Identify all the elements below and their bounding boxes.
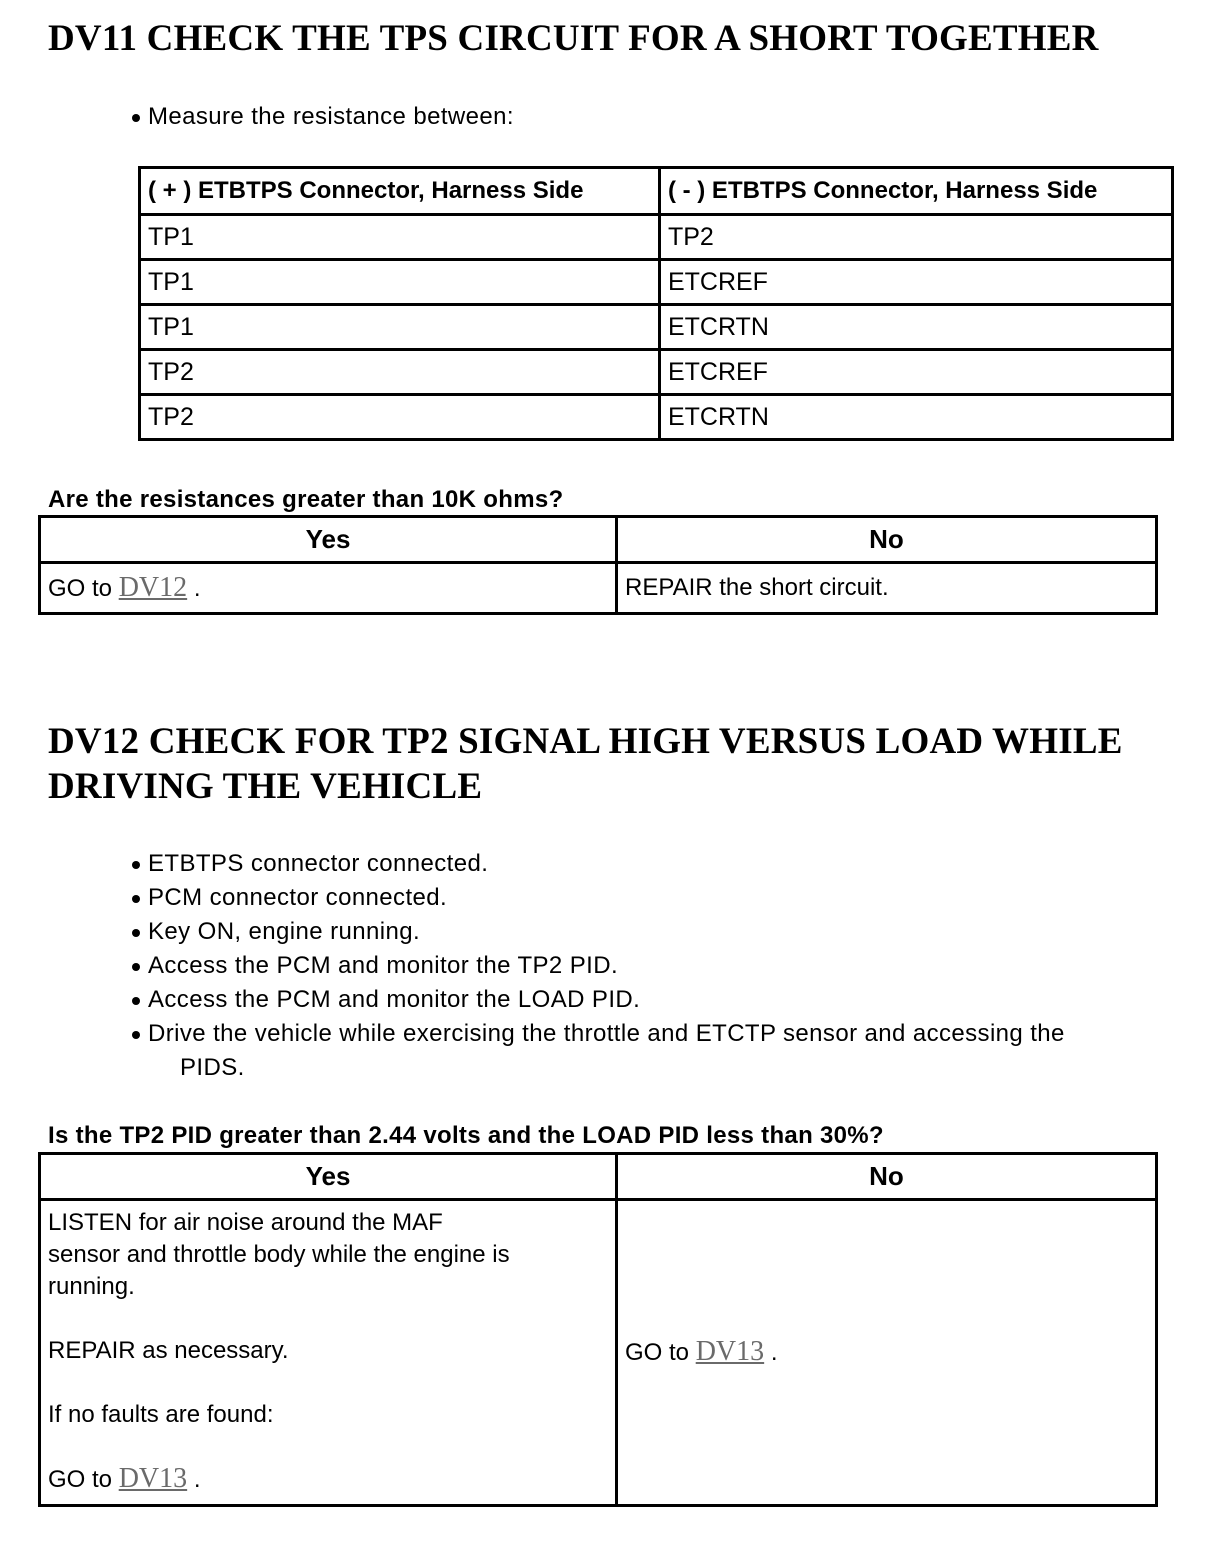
spacer	[48, 1303, 608, 1335]
table-cell: TP2	[140, 350, 660, 395]
table-cell: ETCREF	[659, 350, 1172, 395]
list-item-continuation: PIDS.	[180, 1054, 245, 1081]
dv13-link[interactable]: DV13	[695, 1336, 765, 1367]
dv12-heading	[48, 719, 1123, 809]
no-cell	[617, 1200, 1157, 1506]
dv11-bullet-list	[130, 100, 1178, 134]
yes-line: sensor and throttle body while the engine is	[48, 1241, 510, 1268]
dv11-decision-table	[38, 515, 1158, 615]
dv11-question: Are the resistances greater than 10K ohms?	[48, 486, 564, 513]
go-to-text: GO to	[48, 574, 113, 602]
table-row	[140, 395, 1173, 440]
dv12-heading-line1: DV12 CHECK FOR TP2 SIGNAL HIGH VERSUS LOAD WHILE	[48, 721, 1123, 762]
period-text: .	[193, 1466, 201, 1493]
decision-header-row	[40, 1154, 1157, 1200]
dv12-decision-table	[38, 1152, 1158, 1507]
list-item: PCM connector connected.	[130, 881, 1178, 915]
go-to-text: GO to	[625, 1339, 690, 1366]
go-to-text: GO to	[48, 1466, 113, 1493]
decision-row	[40, 563, 1157, 614]
dv12-heading-line2: DRIVING THE VEHICLE	[48, 766, 483, 807]
table-cell: ETCRTN	[659, 305, 1172, 350]
table-header-row	[140, 168, 1173, 215]
yes-header: Yes	[40, 1154, 617, 1200]
dv12-bullet-list	[130, 847, 1178, 1085]
repair-text: REPAIR as necessary.	[48, 1337, 289, 1364]
no-faults-text: If no faults are found:	[48, 1401, 274, 1428]
table-row	[140, 215, 1173, 260]
list-item: ETBTPS connector connected.	[130, 847, 1178, 881]
table-cell: TP2	[140, 395, 660, 440]
table-row	[140, 260, 1173, 305]
no-cell: REPAIR the short circuit.	[617, 563, 1157, 614]
yes-cell	[40, 563, 617, 614]
dv11-heading: DV11 CHECK THE TPS CIRCUIT FOR A SHORT TOGETHER	[48, 18, 1099, 59]
dv12-link[interactable]: DV12	[118, 571, 188, 603]
table-cell: TP1	[140, 215, 660, 260]
spacer	[48, 1367, 608, 1399]
list-item-text: Drive the vehicle while exercising the throttle and ETCTP sensor and accessing the	[148, 1020, 1065, 1047]
period-text: .	[193, 574, 201, 602]
table-cell: ETCREF	[659, 260, 1172, 305]
yes-line: running.	[48, 1273, 135, 1300]
table-cell: ETCRTN	[659, 395, 1172, 440]
list-item: Measure the resistance between:	[130, 100, 1178, 134]
no-header: No	[617, 517, 1157, 563]
yes-line: LISTEN for air noise around the MAF	[48, 1209, 443, 1236]
list-item: Access the PCM and monitor the TP2 PID.	[130, 949, 1178, 983]
column-header-positive: ( + ) ETBTPS Connector, Harness Side	[140, 168, 660, 215]
period-text: .	[770, 1339, 778, 1366]
measurement-table	[138, 166, 1174, 441]
go-to-line	[48, 1463, 608, 1496]
decision-row	[40, 1200, 1157, 1506]
table-row	[140, 305, 1173, 350]
decision-header-row	[40, 517, 1157, 563]
list-item	[130, 1017, 1178, 1085]
yes-header: Yes	[40, 517, 617, 563]
list-item: Key ON, engine running.	[130, 915, 1178, 949]
table-cell: TP2	[659, 215, 1172, 260]
table-cell: TP1	[140, 305, 660, 350]
table-row	[140, 350, 1173, 395]
list-item: Access the PCM and monitor the LOAD PID.	[130, 983, 1178, 1017]
spacer	[48, 1431, 608, 1463]
dv13-link[interactable]: DV13	[118, 1463, 188, 1494]
table-cell: TP1	[140, 260, 660, 305]
no-header: No	[617, 1154, 1157, 1200]
yes-cell	[40, 1200, 617, 1506]
column-header-negative: ( - ) ETBTPS Connector, Harness Side	[659, 168, 1172, 215]
dv12-question: Is the TP2 PID greater than 2.44 volts and the LOAD PID less than 30%?	[48, 1122, 884, 1149]
